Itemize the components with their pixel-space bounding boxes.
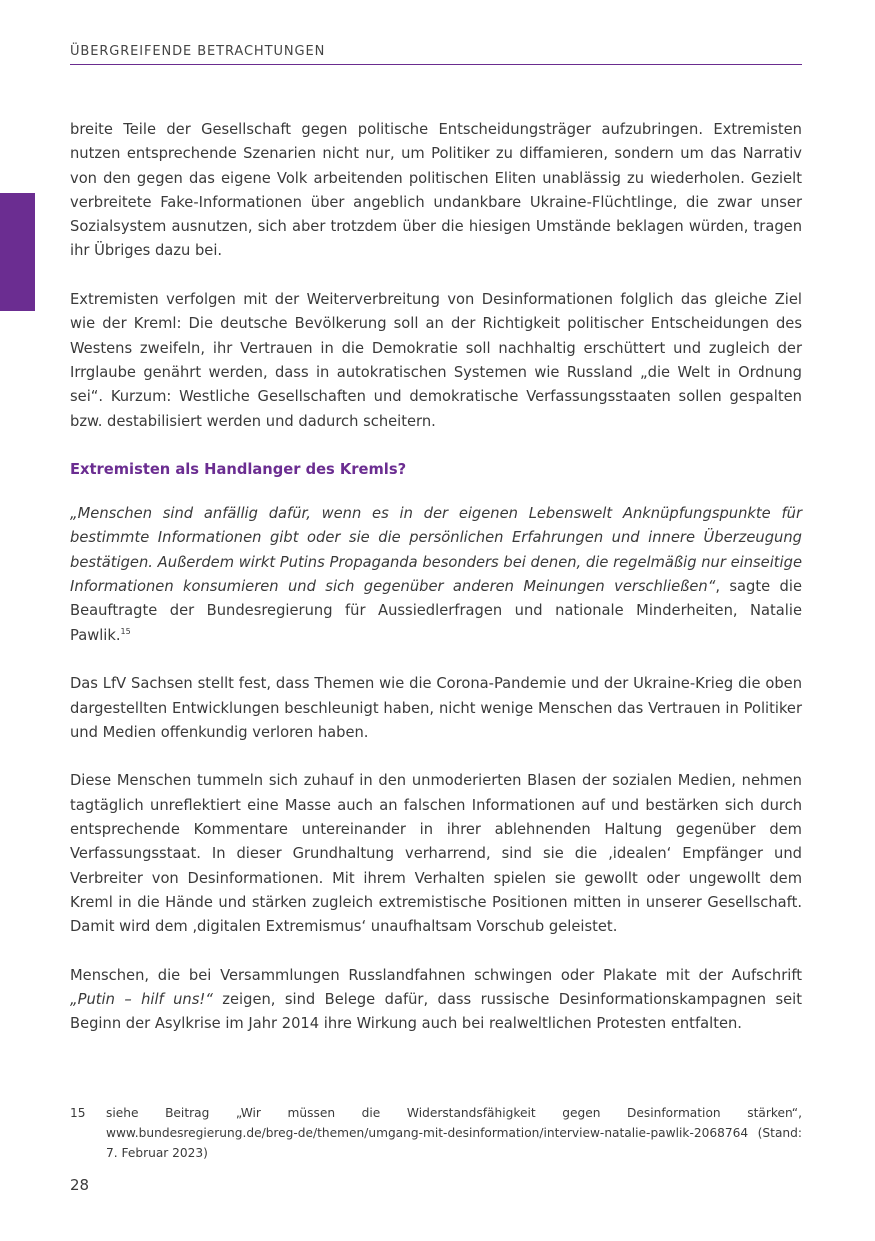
chapter-tab-marker xyxy=(0,193,35,311)
paragraph-2: Extremisten verfolgen mit der Weiterverbreitung von Desinformationen folglich das gleiche Ziel wie der Kreml: Die deutsche Bevölkerung soll an der Richtigkeit politischer Entscheidungen des Westens zweifeln, ihr Vertrauen in die Demokratie soll nachhaltig erschüttert und zugleich der Irrglaube genährt werden, dass in autokratischen Systemen wie Russland „die Welt in Ordnung sei“. Kurzum: Westliche Gesellschaften und demokratische Verfassungsstaaten sollen gespalten bzw. destabilisiert werden und dadurch scheitern. xyxy=(70,291,802,430)
paragraph-3 xyxy=(70,502,802,648)
pawlik-quote: „Menschen sind anfällig dafür, wenn es in der eigenen Lebenswelt Anknüpfungspunkte für bestimmte Informationen gibt oder sie die persönlichen Erfahrungen und innere Überzeugung bestätigen. Außerdem wirkt Putins Propaganda besonders bei denen, die regelmäßig nur einseitige Informationen konsumieren und sich gegenüber anderen Meinungen verschließen“ xyxy=(70,505,802,596)
paragraph-6-end: zeigen, sind Belege dafür, dass russische Desinformationskampagnen seit Beginn der Asylkrise im Jahr 2014 ihre Wirkung auch bei realweltlichen Protesten entfalten. xyxy=(70,991,802,1033)
quote-attribution: , sagte die Beauftragte der Bundesregierung für Aussiedlerfragen und nationale Minderheiten, Natalie Pawlik. xyxy=(70,578,802,644)
footnote xyxy=(70,1103,802,1163)
running-header: ÜBERGREIFENDE BETRACHTUNGEN xyxy=(70,44,802,65)
placard-quote: „Putin – hilf uns!“ xyxy=(70,991,213,1009)
main-text xyxy=(70,118,802,1061)
paragraph-1: breite Teile der Gesellschaft gegen politische Entscheidungsträger aufzubringen. Extremisten nutzen entsprechende Szenarien nicht nur, um Politiker zu diffamieren, sondern um das Narrativ von den gegen das eigene Volk arbeitenden politischen Eliten unablässig zu wiederholen. Gezielt verbreitete Fake-Informationen über angeblich undankbare Ukraine-Flüchtlinge, die zwar unser Sozialsystem ausnutzen, sich aber trotzdem über die hiesigen Umstände beklagen würden, tragen ihr Übriges dazu bei. xyxy=(70,121,802,260)
section-heading: Extremisten als Handlanger des Kremls? xyxy=(70,461,407,479)
footnote-text: siehe Beitrag „Wir müssen die Widerstandsfähigkeit gegen Desinformation stärken“, www.bundesregierung.de/breg-de/themen/umgang-mit-desinformation/interview-natalie-pawlik-2068764 (Stand: 7. Februar 2023) xyxy=(106,1106,802,1160)
paragraph-6 xyxy=(70,964,802,1037)
paragraph-5: Diese Menschen tummeln sich zuhauf in den unmoderierten Blasen der sozialen Medien, nehmen tagtäglich unreflektiert eine Masse auch an falschen Informationen auf und bestärken sich durch entsprechende Kommentare untereinander in ihrer ablehnenden Haltung gegenüber dem Verfassungsstaat. In dieser Grundhaltung verharrend, sind sie die ‚idealen‘ Empfänger und Verbreiter von Desinformationen. Mit ihrem Verhalten spielen sie gewollt oder ungewollt dem Kreml in die Hände und stärken zugleich extremistische Positionen mitten in unserer Gesellschaft. Damit wird dem ‚digitalen Extremismus‘ unaufhaltsam Vorschub geleistet. xyxy=(70,772,802,936)
footnote-number: 15 xyxy=(70,1106,86,1120)
page-number: 28 xyxy=(70,1176,90,1194)
paragraph-4: Das LfV Sachsen stellt fest, dass Themen wie die Corona-Pandemie und der Ukraine-Krieg die oben dargestellten Entwicklungen beschleunigt haben, nicht wenige Menschen das Vertrauen in Politiker und Medien offenkundig verloren haben. xyxy=(70,675,802,741)
footnote-reference[interactable]: 15 xyxy=(120,626,131,636)
paragraph-6-start: Menschen, die bei Versammlungen Russlandfahnen schwingen oder Plakate mit der Aufschrift xyxy=(70,966,802,984)
